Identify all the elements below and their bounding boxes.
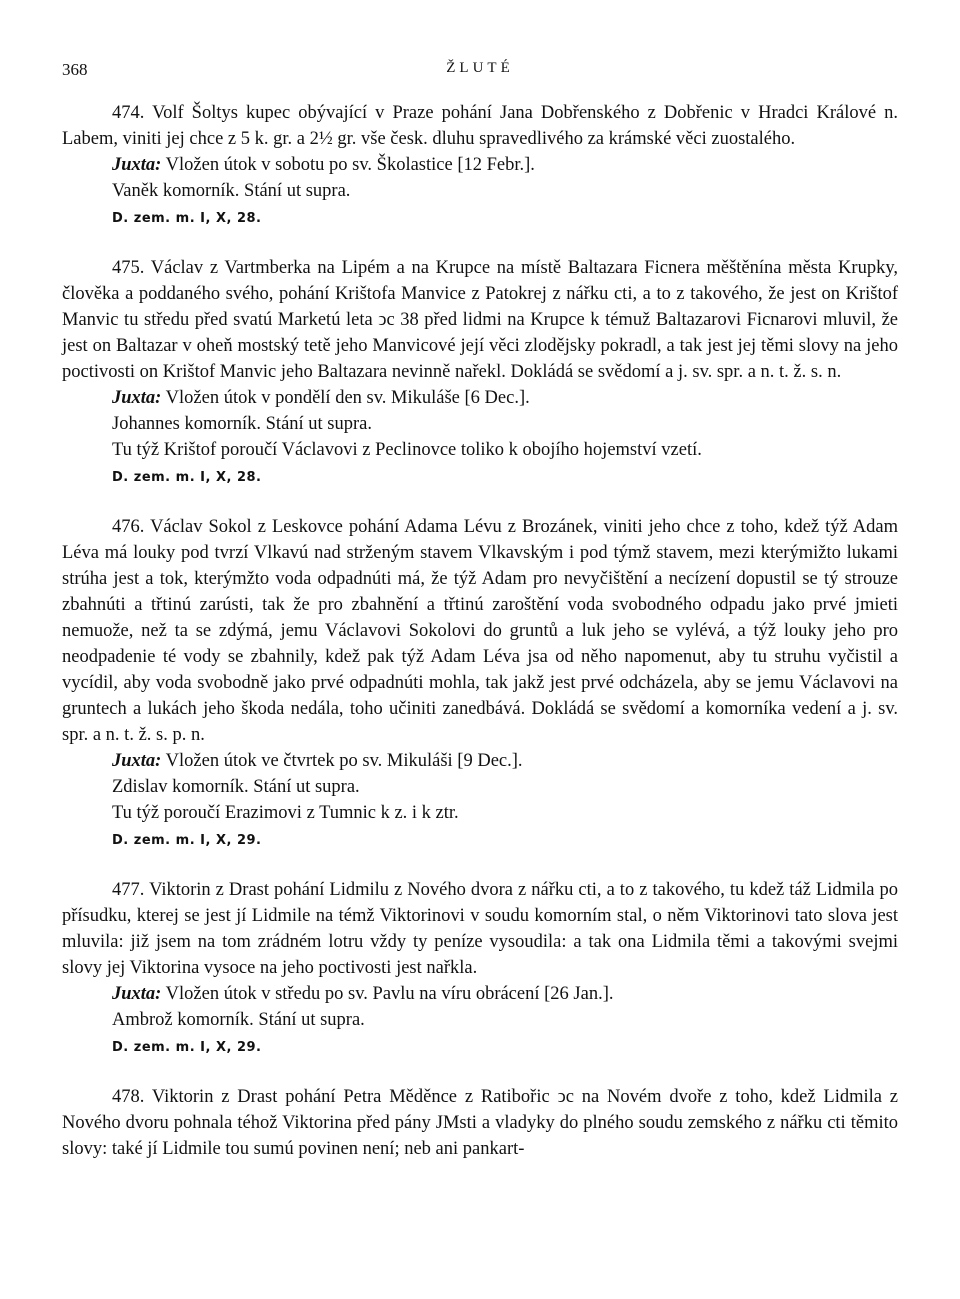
- juxta-text: Vložen útok v sobotu po sv. Školastice [12 Febr.].: [165, 155, 535, 175]
- chamberlain-line: Vaněk komorník. Stání ut supra.: [112, 181, 351, 201]
- entry-477: [62, 877, 898, 1063]
- page-header: [62, 60, 898, 84]
- chamberlain-line: Johannes komorník. Stání ut supra.: [112, 414, 373, 434]
- running-title: ŽLUTÉ: [446, 60, 514, 76]
- entry-478: [62, 1084, 898, 1162]
- entry-text: 475. Václav z Vartmberka na Lipém a na Krupce na místě Baltazara Ficnera měštěnína města Krupky, člověka a poddaného svého, pohání Krištofa Manvice z Patokrej z nářku cti, a to z takového, že jest on Krištof Manvic tu středu před svatú Marketú leta ↄc 38 před lidmi na Krupce k témuž Baltazarovi Ficnarovi mluvil, že jest on Baltazar v oheň mostský tetě jeho Manvicové její věci zlodějsky pokradl, a tak jest jej těmi slovy na jeho poctivosti on Krištof Manvic jeho Baltazara nevinně nařekl. Dokládá se svědomí a j. sv. spr. a n. t. ž. s. n.: [62, 258, 898, 382]
- entry-475: [62, 255, 898, 493]
- juxta-line: [62, 152, 898, 178]
- document-body: [62, 100, 898, 1183]
- juxta-label: Juxta:: [112, 751, 162, 771]
- entry-474: [62, 100, 898, 234]
- entry-text: 474. Volf Šoltys kupec obývající v Praze pohání Jana Dobřenského z Dobřenic v Hradci Králové n. Labem, viniti jej chce z 5 k. gr. a 2½ gr. vše česk. dluhu spravedlivého za krámské věci zuostalého.: [62, 103, 898, 149]
- source-reference: D. zem. m. I, X, 29.: [112, 1040, 262, 1055]
- juxta-line: [62, 385, 898, 411]
- juxta-text: Vložen útok ve čtvrtek po sv. Mikuláši [9 Dec.].: [165, 751, 523, 771]
- juxta-label: Juxta:: [112, 155, 162, 175]
- entry-476: [62, 514, 898, 856]
- entry-text: 476. Václav Sokol z Leskovce pohání Adama Lévu z Brozánek, viniti jeho chce z toho, kdež týž Adam Léva má louky pod tvrzí Vlkavú nad strženým stavem Vlkavským i pod týmž stavem, mezi kterýmižto lukami strúha jest a tok, kterýmžto voda odpadnúti má, že týž Adam pro nevyčištění a necízení dopustil se tý strouze zbahnúti a třtinú zarústi, tak že pro zbahnění a třtinú zaroštění voda svobodného odpadu jako prvé jmieti nemuože, než ta se zdýmá, jemu Václavovi Sokolovi do gruntů a luk jeho se vylévá, a týž louky jeho pro neodpadenie té vody se zbahnily, kdež pak týž Adam Léva jsa od něho napomenut, aby tu struhu vyčistil a vycídil, aby voda svobodně jako prvé odpadnúti mohla, tak jakž jest prvé odcházela, aby se jemu Václavovi na gruntech a lukách jeho škoda nedála, toho učiniti zanedbává. Dokládá se svědomí a komorníka vedení a j. sv. spr. a n. t. ž. s. p. n.: [62, 517, 898, 745]
- chamberlain-line: Zdislav komorník. Stání ut supra.: [112, 777, 360, 797]
- note-line: Tu týž poroučí Erazimovi z Tumnic k z. i k ztr.: [112, 803, 459, 823]
- juxta-line: [62, 748, 898, 774]
- entry-text: 478. Viktorin z Drast pohání Petra Měděnce z Ratibořic ↄc na Novém dvoře z toho, kdež Lidmila z Nového dvoru pohnala téhož Viktorina před pány JMsti a vladyky do plného soudu zemského z nářku cti těmito slovy: také jí Lidmile tou sumú povinen není; neb ani pankart-: [62, 1087, 898, 1159]
- note-line: Tu týž Krištof poroučí Václavovi z Peclinovce toliko k obojího hojemství vzetí.: [112, 440, 702, 460]
- source-reference: D. zem. m. I, X, 29.: [112, 833, 262, 848]
- entry-text: 477. Viktorin z Drast pohání Lidmilu z Nového dvora z nářku cti, a to z takového, tu kdež táž Lidmila po přísudku, kterej se jest jí Lidmile na témž Viktorinovi v soudu komorním stal, o něm Viktorinovi tato slova jest mluvila: již jsem na tom zrádném lotru vždy ty peníze vysoudila: a tak ona Lidmila těmi a takovými svejmi slovy jej Viktorina vysoce na jeho poctivosti jest nařkla.: [62, 880, 898, 978]
- source-reference: D. zem. m. I, X, 28.: [112, 211, 262, 226]
- juxta-label: Juxta:: [112, 388, 162, 408]
- juxta-label: Juxta:: [112, 984, 162, 1004]
- chamberlain-line: Ambrož komorník. Stání ut supra.: [112, 1010, 365, 1030]
- juxta-text: Vložen útok v pondělí den sv. Mikuláše [6 Dec.].: [165, 388, 530, 408]
- juxta-text: Vložen útok v středu po sv. Pavlu na víru obrácení [26 Jan.].: [165, 984, 614, 1004]
- page-number: 368: [62, 60, 88, 79]
- juxta-line: [62, 981, 898, 1007]
- source-reference: D. zem. m. I, X, 28.: [112, 470, 262, 485]
